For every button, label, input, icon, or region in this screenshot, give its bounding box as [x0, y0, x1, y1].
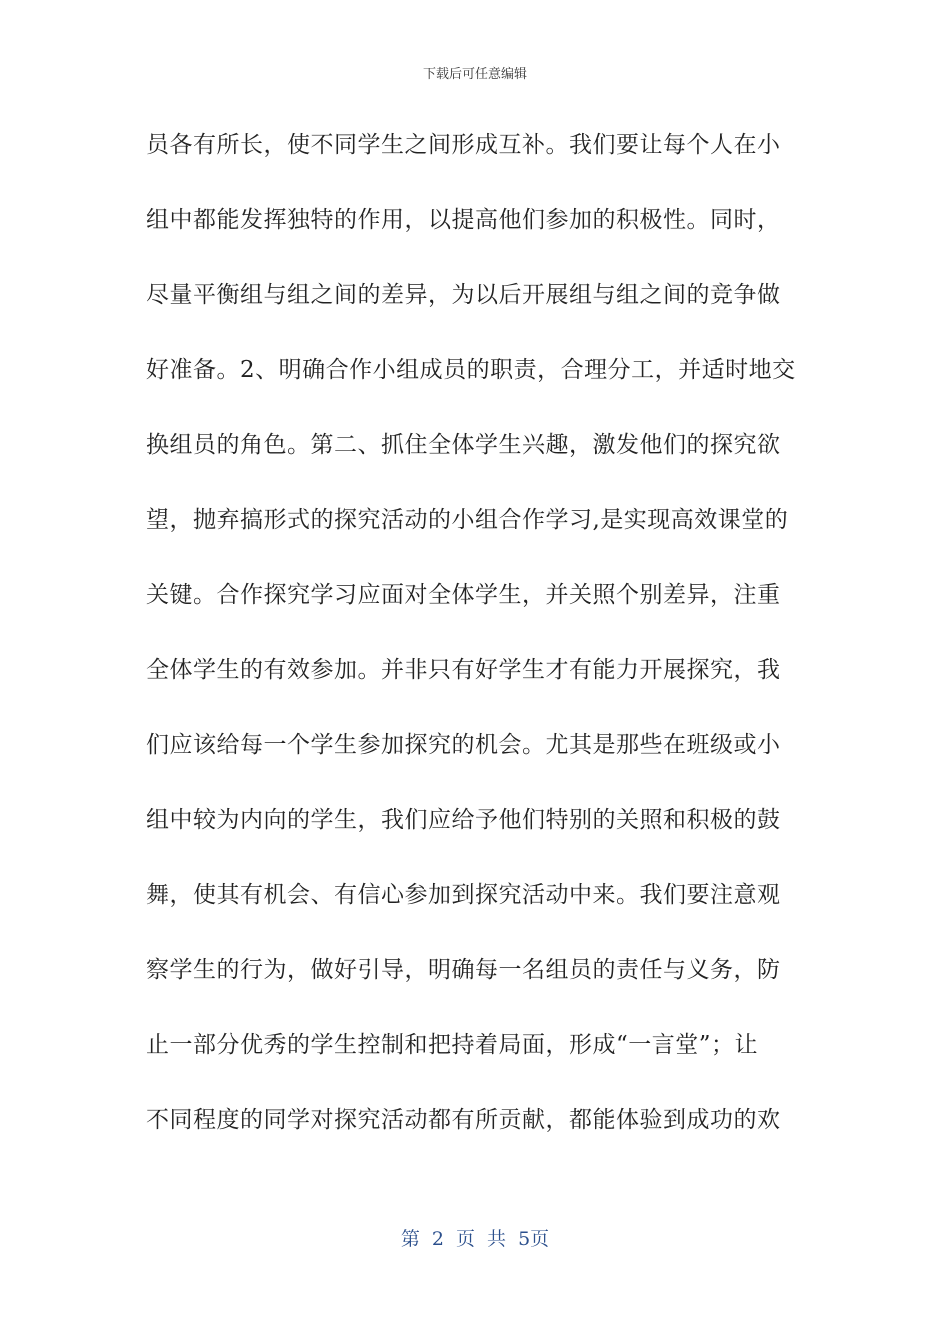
body-line-7: 关键。合作探究学习应面对全体学生，并关照个别差异，注重: [146, 582, 781, 608]
body-line-13: 止一部分优秀的学生控制和把持着局面，形成“一言堂”；让: [146, 1032, 759, 1058]
body-line-6: 望，抛弃搞形式的探究活动的小组合作学习,是实现高效课堂的: [146, 507, 789, 533]
body-line-5: 换组员的角色。第二、抓住全体学生兴趣，激发他们的探究欲: [146, 432, 781, 458]
body-line-10: 组中较为内向的学生，我们应给予他们特别的关照和积极的鼓: [146, 807, 781, 833]
body-line-14: 不同程度的同学对探究活动都有所贡献，都能体验到成功的欢: [146, 1107, 781, 1133]
document-body: [146, 126, 806, 1176]
body-line-1: 员各有所长，使不同学生之间形成互补。我们要让每个人在小: [146, 132, 781, 158]
body-line-4: 好准备。2、明确合作小组成员的职责，合理分工，并适时地交: [146, 357, 796, 383]
page-number-footer: 第 2 页 共 5页: [400, 1228, 550, 1250]
body-line-11: 舞，使其有机会、有信心参加到探究活动中来。我们要注意观: [146, 882, 781, 908]
page-header-note: 下载后可任意编辑: [422, 67, 527, 82]
body-line-3: 尽量平衡组与组之间的差异，为以后开展组与组之间的竞争做: [146, 282, 781, 308]
body-line-2: 组中都能发挥独特的作用，以提高他们参加的积极性。同时，: [146, 207, 781, 233]
body-line-12: 察学生的行为，做好引导，明确每一名组员的责任与义务，防: [146, 957, 781, 983]
body-line-8: 全体学生的有效参加。并非只有好学生才有能力开展探究，我: [146, 657, 781, 683]
body-line-9: 们应该给每一个学生参加探究的机会。尤其是那些在班级或小: [146, 732, 781, 758]
